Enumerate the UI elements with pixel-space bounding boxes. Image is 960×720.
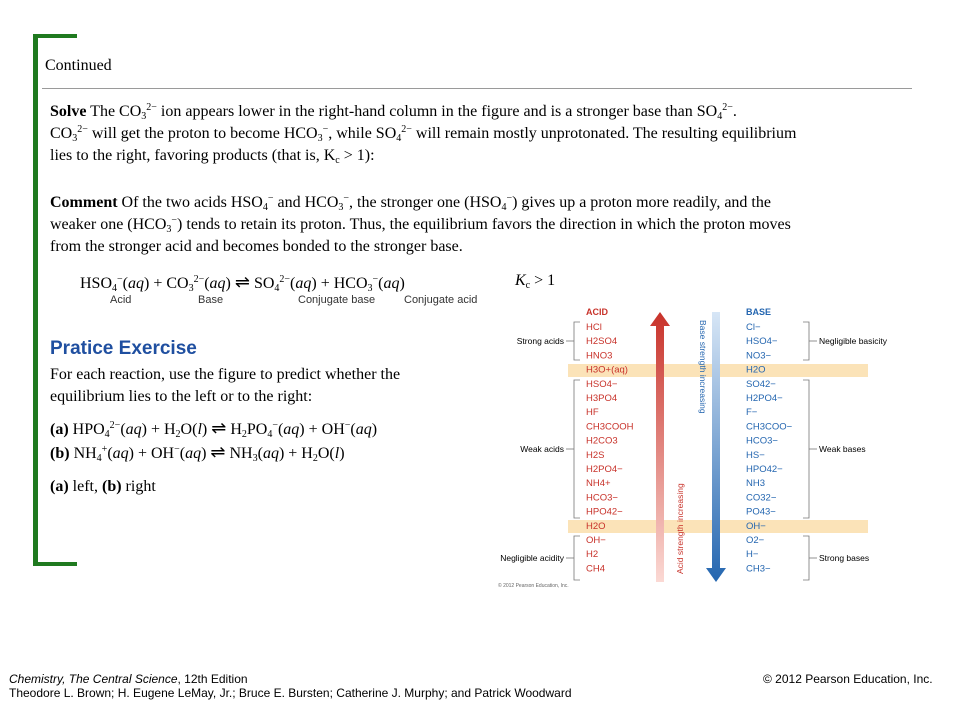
solve-text: > 1): bbox=[339, 147, 375, 164]
comment-text: ) gives up a proton more readily, and the bbox=[512, 194, 771, 211]
base-arrow-label: Base strength increasing bbox=[698, 320, 708, 414]
figure-copyright: © 2012 Pearson Education, Inc. bbox=[498, 583, 569, 589]
reaction-b-label: (b) bbox=[50, 445, 70, 462]
base-species-5: H2PO4− bbox=[746, 393, 783, 404]
base-species-4: SO42− bbox=[746, 378, 776, 390]
footer-copyright: © 2012 Pearson Education, Inc. bbox=[763, 672, 933, 686]
solve-text: ion appears lower in the right-hand column in the figure and is a stronger base than SO bbox=[156, 103, 718, 120]
solve-text: CO bbox=[50, 125, 73, 142]
answer-text: right bbox=[121, 478, 156, 495]
base-column-header: BASE bbox=[746, 307, 772, 317]
exercise-answer bbox=[50, 478, 156, 496]
acid-species-9: H2S bbox=[586, 449, 605, 461]
acid-arrow-label: Acid strength increasing bbox=[675, 483, 685, 574]
acid-species-5: H3PO4 bbox=[586, 393, 618, 404]
comment-text: weaker one (HCO bbox=[50, 216, 167, 233]
base-list bbox=[746, 322, 793, 574]
header-divider bbox=[42, 88, 912, 89]
base-species-8: HCO3− bbox=[746, 435, 778, 447]
acid-species-8: H2CO3 bbox=[586, 435, 618, 447]
solve-text: The CO bbox=[90, 103, 142, 120]
solve-line-2: $CO_3^{2-}$ will get the proton to become $HCO_3^-$, while $SO_4^{2-}$ will remain mostly unprotonated. The resulting equilibrium bbox=[50, 124, 797, 144]
comment-line-3: from the stronger acid and becomes bonded to the stronger base. bbox=[50, 238, 463, 255]
group-negligible-acidity: Negligible acidity bbox=[500, 553, 564, 563]
kc-subscript: c bbox=[335, 155, 340, 166]
base-species-2: NO3− bbox=[746, 350, 772, 362]
acid-species-7: CH3COOH bbox=[586, 421, 634, 433]
reaction-a-label: (a) bbox=[50, 421, 69, 438]
acid-species-15: OH− bbox=[586, 535, 606, 546]
group-weak-acids: Weak acids bbox=[520, 444, 564, 454]
acid-species-0: HCl bbox=[586, 322, 602, 333]
base-species-1: HSO4− bbox=[746, 336, 778, 348]
acid-species-4: HSO4− bbox=[586, 378, 618, 390]
comment-line-1: Comment Of the two acids $HSO_4^-$ and $HCO_3^-$, the stronger one $(HSO_4^-)$ gives up a proton more readily, and the bbox=[50, 193, 771, 213]
eq-label-acid: Acid bbox=[110, 294, 132, 306]
base-species-17: CH3− bbox=[746, 563, 771, 575]
comment-text: and HCO bbox=[273, 194, 339, 211]
exercise-prompt-line-1: For each reaction, use the figure to predict whether the bbox=[50, 366, 401, 383]
reaction-a: (a) $HPO_4^{2-}(aq) + H_2O(l)$ ⇌ $H_2PO_4^-(aq) + OH^-(aq)$ bbox=[50, 418, 378, 440]
kc-value: > 1 bbox=[530, 272, 556, 289]
kc-symbol: K bbox=[515, 272, 526, 289]
base-species-3: H2O bbox=[746, 364, 766, 376]
comment-label: Comment bbox=[50, 194, 118, 211]
acid-species-17: CH4 bbox=[586, 563, 606, 575]
eq-label-conjugate-acid: Conjugate acid bbox=[404, 294, 478, 306]
left-brackets bbox=[566, 322, 580, 580]
acid-species-2: HNO3 bbox=[586, 350, 613, 362]
base-species-9: HS− bbox=[746, 449, 765, 461]
reaction-b: (b) $NH_4^+(aq) + OH^-(aq)$ ⇌ $NH_3(aq) + H_2O(l)$ bbox=[50, 442, 345, 464]
exercise-prompt-line-2: equilibrium lies to the left or to the right: bbox=[50, 388, 313, 405]
acid-species-3: H3O+(aq) bbox=[586, 364, 628, 376]
solve-text: , while SO bbox=[328, 125, 397, 142]
comment-text: ) tends to retain its proton. Thus, the equilibrium favors the direction in which the proton moves bbox=[177, 216, 791, 233]
comment-text: Of the two acids HSO bbox=[117, 194, 263, 211]
exercise-prompt bbox=[50, 364, 450, 408]
solve-text: will get the proton to become HCO bbox=[87, 125, 318, 142]
kc-relation bbox=[515, 272, 555, 290]
group-strong-acids: Strong acids bbox=[516, 336, 564, 346]
solve-text: will remain mostly unprotonated. The resulting equilibrium bbox=[411, 125, 797, 142]
eq-label-conjugate-base: Conjugate base bbox=[298, 294, 376, 306]
eq-label-base: Base bbox=[198, 294, 224, 306]
base-species-10: HPO42− bbox=[746, 464, 783, 475]
base-species-15: O2− bbox=[746, 535, 765, 546]
footer-edition: , 12th Edition bbox=[177, 672, 248, 686]
base-species-0: Cl− bbox=[746, 322, 761, 333]
kc-subscript: c bbox=[525, 280, 531, 291]
base-species-7: CH3COO− bbox=[746, 421, 793, 433]
answer-a-label: (a) bbox=[50, 478, 69, 495]
acid-species-1: H2SO4 bbox=[586, 336, 618, 348]
answer-b-label: (b) bbox=[101, 478, 122, 495]
acid-list bbox=[586, 322, 634, 574]
acid-strength-arrow bbox=[650, 312, 670, 582]
solve-line-1: Solve The $CO_3^{2-}$ ion appears lower in the right-hand column in the figure and is a stronger base than $SO_4^{2-}$. bbox=[50, 102, 737, 122]
answer-text: left, bbox=[68, 478, 102, 495]
continued-label: Continued bbox=[45, 57, 112, 74]
base-species-11: NH3 bbox=[746, 478, 766, 490]
acid-base-strength-figure bbox=[478, 300, 918, 590]
footer-citation bbox=[9, 672, 248, 686]
base-species-14: OH− bbox=[746, 520, 766, 532]
main-equation: $HSO_4^-(aq) + CO_3^{2-}(aq)$ ⇌ $SO_4^{2-}(aq) + HCO_3^-(aq)$ bbox=[80, 272, 405, 294]
comment-text: , the stronger one (HSO bbox=[349, 194, 502, 211]
base-species-13: PO43− bbox=[746, 506, 776, 518]
acid-species-16: H2 bbox=[586, 549, 599, 561]
footer-authors: Theodore L. Brown; H. Eugene LeMay, Jr.; Bruce E. Bursten; Catherine J. Murphy; and Patrick Woodward bbox=[9, 686, 572, 700]
group-strong-bases: Strong bases bbox=[819, 553, 870, 563]
solve-label: Solve bbox=[50, 103, 87, 120]
solve-text: . bbox=[732, 103, 737, 120]
base-species-6: F− bbox=[746, 407, 758, 419]
solve-text: lies to the right, favoring products (that is, K bbox=[50, 147, 336, 164]
acid-species-11: NH4+ bbox=[586, 478, 611, 490]
exercise-title: Pratice Exercise bbox=[50, 338, 197, 359]
acid-species-13: HPO42− bbox=[586, 506, 623, 518]
solve-paragraph bbox=[50, 101, 925, 167]
acid-species-6: HF bbox=[586, 407, 599, 419]
acid-species-12: HCO3− bbox=[586, 492, 618, 504]
comment-paragraph bbox=[50, 192, 925, 258]
group-negligible-basicity: Negligible basicity bbox=[819, 336, 888, 346]
footer-book-title: Chemistry, The Central Science bbox=[9, 672, 178, 686]
acid-species-10: H2PO4− bbox=[586, 464, 623, 475]
group-weak-bases: Weak bases bbox=[819, 444, 866, 454]
acid-species-14: H2O bbox=[586, 520, 606, 532]
base-species-12: CO32− bbox=[746, 492, 777, 504]
acid-column-header: ACID bbox=[586, 307, 608, 317]
base-species-16: H− bbox=[746, 549, 759, 561]
base-strength-arrow bbox=[706, 312, 726, 582]
right-brackets bbox=[803, 322, 817, 580]
comment-line-2: weaker one $(HCO_3^-)$ tends to retain its proton. Thus, the equilibrium favors the direction in which the proton moves bbox=[50, 215, 791, 235]
solve-line-3 bbox=[50, 145, 925, 167]
